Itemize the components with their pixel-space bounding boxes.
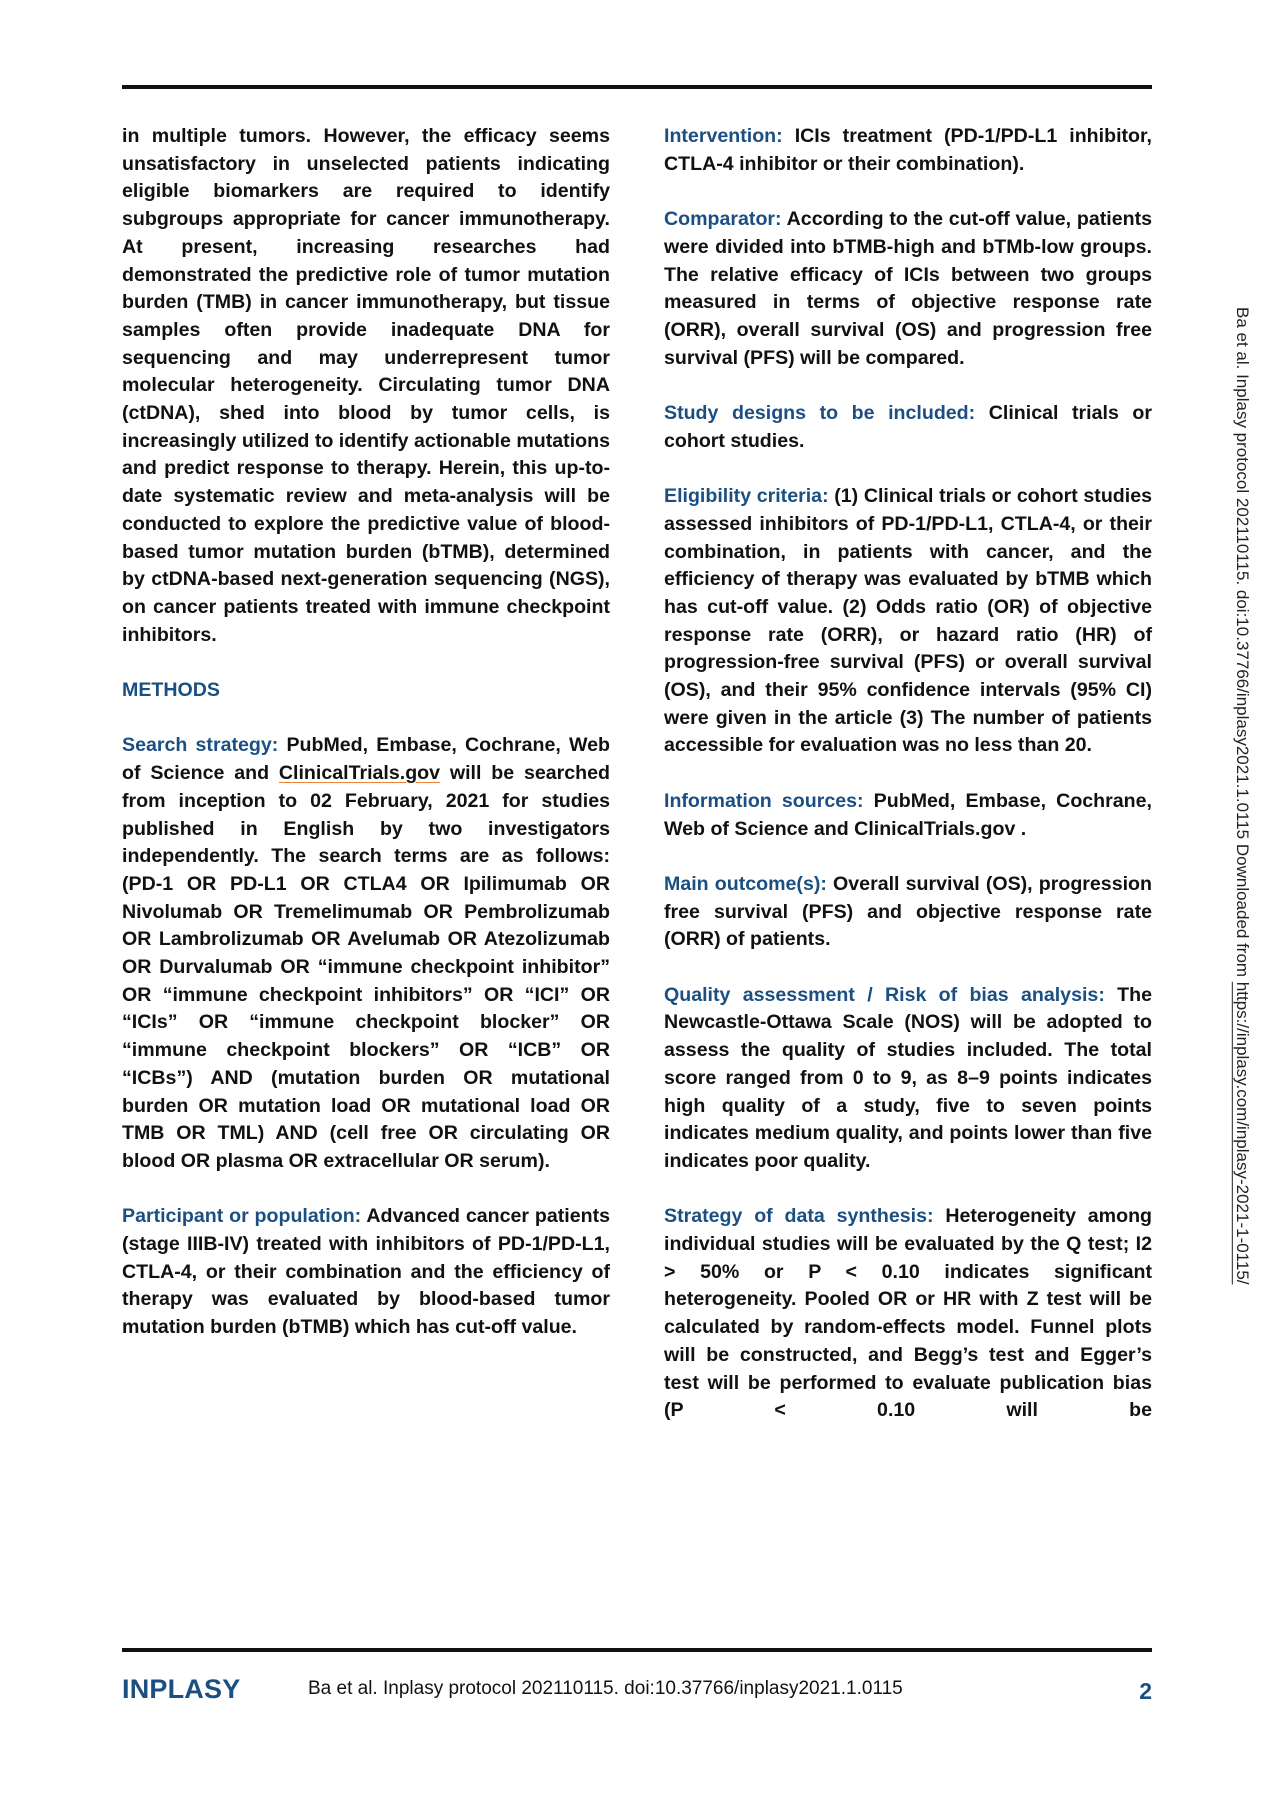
- information-sources-paragraph: [664, 788, 1152, 843]
- comparator-label: Comparator:: [664, 208, 782, 231]
- study-designs-paragraph: [664, 400, 1152, 455]
- quality-assessment-paragraph: [664, 982, 1152, 1176]
- data-synthesis-paragraph: [664, 1203, 1152, 1425]
- eligibility-text: (1) Clinical trials or cohort studies assessed inhibitors of PD-1/PD-L1, CTLA-4, or their combination, in patients with cancer, and the efficiency of therapy was evaluated by bTMB which has cut-off value. (2) Odds ratio (OR) of objective response rate (ORR), or hazard ratio (HR) of progression-free survival (PFS) or overall survival (OS), and their 95% confidence intervals (95% CI) were given in the article (3) The number of patients accessible for evaluation was no less than 20.: [664, 485, 1152, 757]
- participants-label: Participant or population:: [122, 1205, 362, 1228]
- download-sidebar: [1232, 307, 1252, 1285]
- information-sources-text: PubMed, Embase, Cochrane, Web of Science and ClinicalTrials.gov .: [664, 789, 1152, 840]
- sidebar-citation: Ba et al. Inplasy protocol 202110115. doi:10.37766/inplasy2021.1.0115 Downloaded from: [1233, 307, 1252, 982]
- participants-text: Advanced cancer patients (stage IIIB-IV) treated with inhibitors of PD-1/PD-L1, CTLA-4, or their combination and the efficiency of therapy was evaluated by blood-based tumor mutation burden (bTMB) which has cut-off value.: [122, 1205, 610, 1339]
- search-strategy-terms: will be searched from inception to 02 February, 2021 for studies published in English by two investigators independently. The search terms are as follows: (PD-1 OR PD-L1 OR CTLA4 OR Ipilimumab OR Nivolumab OR Tremelimumab OR Pembrolizumab OR Lambrolizumab OR Avelumab OR Atezolizumab OR Durvalumab OR “immune checkpoint inhibitor” OR “immune checkpoint inhibitors” OR “ICI” OR “ICIs” OR “immune checkpoint blocker” OR “immune checkpoint blockers” OR “ICB” OR “ICBs”) AND (mutation burden OR mutational burden OR mutation load OR mutational load OR TMB OR TML) AND (cell free OR circulating OR blood OR plasma OR extracellular OR serum).: [122, 762, 610, 1172]
- participants-paragraph: [122, 1203, 610, 1342]
- quality-assessment-label: Quality assessment / Risk of bias analysis:: [664, 983, 1105, 1006]
- comparator-text: According to the cut-off value, patients were divided into bTMB-high and bTMb-low groups. The relative efficacy of ICIs between two groups measured in terms of objective response rate (ORR), overall survival (OS) and progression free survival (PFS) will be compared.: [664, 208, 1152, 369]
- quality-assessment-text: The Newcastle-Ottawa Scale (NOS) will be adopted to assess the quality of studies included. The total score ranged from 0 to 9, as 8–9 points indicates high quality of a study, five to seven points indicates medium quality, and points lower than five indicates poor quality.: [664, 983, 1152, 1172]
- data-synthesis-label: Strategy of data synthesis:: [664, 1205, 934, 1228]
- footer-citation: Ba et al. Inplasy protocol 202110115. doi:10.37766/inplasy2021.1.0115: [308, 1678, 903, 1699]
- main-outcomes-label: Main outcome(s):: [664, 872, 827, 895]
- page-number: 2: [1139, 1678, 1152, 1704]
- methods-heading: METHODS: [122, 679, 220, 702]
- intervention-paragraph: [664, 123, 1152, 178]
- main-outcomes-text: Overall survival (OS), progression free survival (PFS) and objective response rate (ORR) of patients.: [664, 872, 1152, 951]
- inplasy-logo: INPLASY: [122, 1674, 241, 1704]
- intervention-label: Intervention:: [664, 125, 783, 147]
- left-column: [122, 123, 610, 1370]
- footer-rule: [122, 1648, 1152, 1652]
- intervention-text: ICIs treatment (PD-1/PD-L1 inhibitor, CTLA-4 inhibitor or their combination).: [664, 125, 1152, 175]
- data-synthesis-text: Heterogeneity among individual studies will be evaluated by the Q test; I2 > 50% or P < 0.10 indicates significant heterogeneity. Pooled OR or HR with Z test will be calculated by random-effects model. Funnel plots will be constructed, and Begg’s test and Egger’s test will be performed to evaluate publication bias (P < 0.10 will be: [664, 1205, 1153, 1422]
- intro-paragraph: in multiple tumors. However, the efficacy seems unsatisfactory in unselected patients indicating eligible biomarkers are required to identify subgroups appropriate for cancer immunotherapy. At present, increasing researches had demonstrated the predictive role of tumor mutation burden (TMB) in cancer immunotherapy, but tissue samples often provide inadequate DNA for sequencing and may underrepresent tumor molecular heterogeneity. Circulating tumor DNA (ctDNA), shed into blood by tumor cells, is increasingly utilized to identify actionable mutations and predict response to therapy. Herein, this up-to-date systematic review and meta-analysis will be conducted to explore the predictive value of blood-based tumor mutation burden (bTMB), determined by ctDNA-based next-generation sequencing (NGS), on cancer patients treated with immune checkpoint inhibitors.: [122, 125, 610, 646]
- main-outcomes-paragraph: [664, 871, 1152, 954]
- search-strategy-paragraph: [122, 732, 610, 1175]
- search-strategy-label: Search strategy:: [122, 734, 279, 757]
- header-rule: [122, 85, 1152, 89]
- information-sources-label: Information sources:: [664, 789, 864, 812]
- eligibility-paragraph: [664, 483, 1152, 760]
- page-footer: [122, 1674, 1152, 1714]
- study-designs-label: Study designs to be included:: [664, 402, 976, 424]
- sidebar-download-link[interactable]: https://inplasy.com/inplasy-2021-1-0115/: [1233, 981, 1252, 1285]
- study-designs-text: Clinical trials or cohort studies.: [664, 402, 1153, 452]
- comparator-paragraph: [664, 206, 1152, 372]
- right-column: [664, 123, 1152, 1453]
- search-strategy-text: PubMed, Embase, Cochrane, Web of Science and: [122, 734, 610, 785]
- eligibility-label: Eligibility criteria:: [664, 485, 829, 508]
- clinicaltrials-link[interactable]: ClinicalTrials.gov: [278, 762, 441, 785]
